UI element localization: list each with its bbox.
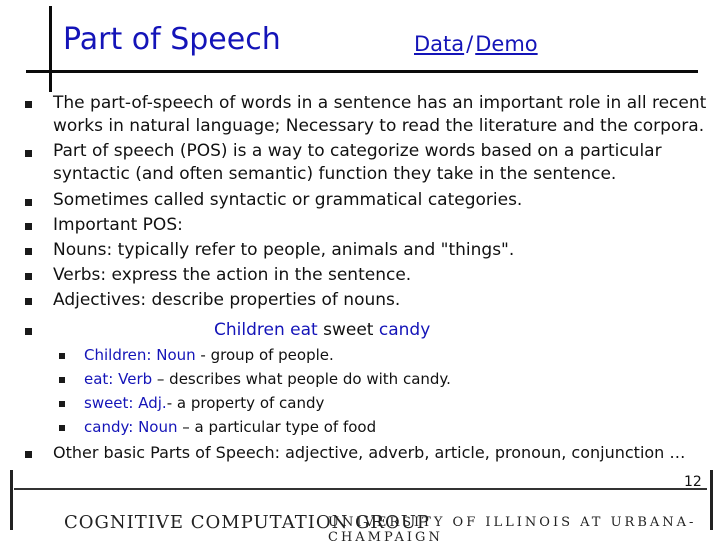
sub-bullet-text bbox=[84, 370, 451, 388]
bullet-text: Nouns: typically refer to people, animals and "things". bbox=[53, 240, 515, 260]
data-link[interactable]: Data bbox=[414, 32, 465, 56]
sub-bullet-text bbox=[84, 418, 376, 436]
bullet-text: Adjectives: describe properties of nouns. bbox=[53, 290, 401, 310]
sub-bullet-text bbox=[84, 346, 334, 364]
bullet-text-continued: works in natural language; Necessary to read the literature and the corpora. bbox=[53, 116, 705, 136]
example-word-eat: eat bbox=[290, 320, 318, 340]
bullet-text: Verbs: express the action in the sentence. bbox=[53, 265, 412, 285]
sub-bullet-marker bbox=[59, 377, 65, 383]
sub-bullet-marker bbox=[59, 401, 65, 407]
bullet-marker bbox=[25, 248, 32, 255]
sub-bullet-desc: – describes what people do with candy. bbox=[152, 370, 451, 388]
page-title: Part of Speech bbox=[63, 22, 281, 57]
bullet-marker bbox=[25, 273, 32, 280]
example-sentence bbox=[214, 320, 430, 340]
bullet-marker bbox=[25, 451, 32, 458]
bullet-marker bbox=[25, 223, 32, 230]
bullet-text: Other basic Parts of Speech: adjective, adverb, article, pronoun, conjunction … bbox=[53, 443, 686, 462]
sub-bullet-label: sweet: Adj. bbox=[84, 394, 167, 412]
sub-bullet-desc: – a particular type of food bbox=[177, 418, 377, 436]
bullet-text: The part-of-speech of words in a sentence has an important role in all recent bbox=[53, 93, 707, 113]
bullet-text: Part of speech (POS) is a way to categorize words based on a particular bbox=[53, 141, 662, 161]
footer-group-name: COGNITIVE COMPUTATION GROUP bbox=[64, 512, 431, 533]
footer-left-bracket bbox=[10, 470, 19, 530]
bullet-marker bbox=[25, 199, 32, 206]
bullet-text: Important POS: bbox=[53, 215, 183, 235]
bullet-marker bbox=[25, 150, 32, 157]
bullet-marker bbox=[25, 328, 32, 335]
sub-bullet-text bbox=[84, 394, 324, 412]
sub-bullet-desc: - group of people. bbox=[195, 346, 334, 364]
sub-bullet-label: eat: Verb bbox=[84, 370, 153, 388]
footer-university: UNIVERSITY OF ILLINOIS AT URBANA-CHAMPAIGN bbox=[328, 515, 697, 545]
example-word-candy: candy bbox=[378, 320, 431, 340]
footer-rule bbox=[14, 488, 707, 490]
example-word-sweet: sweet bbox=[323, 320, 374, 340]
sub-bullet-label: Children: Noun bbox=[84, 346, 196, 364]
example-word-children: Children bbox=[214, 320, 285, 340]
link-separator: / bbox=[466, 32, 474, 56]
bullet-marker bbox=[25, 298, 32, 305]
sub-bullet-label: candy: Noun bbox=[84, 418, 178, 436]
sub-bullet-marker bbox=[59, 353, 65, 359]
bullet-marker bbox=[25, 101, 32, 108]
bullet-text: Sometimes called syntactic or grammatical categories. bbox=[53, 190, 523, 210]
bullet-text-continued: syntactic (and often semantic) function they take in the sentence. bbox=[53, 164, 617, 184]
page-number: 12 bbox=[684, 474, 702, 490]
sub-bullet-marker bbox=[59, 425, 65, 431]
demo-link[interactable]: Demo bbox=[475, 32, 538, 56]
sub-bullet-desc: - a property of candy bbox=[166, 394, 325, 412]
